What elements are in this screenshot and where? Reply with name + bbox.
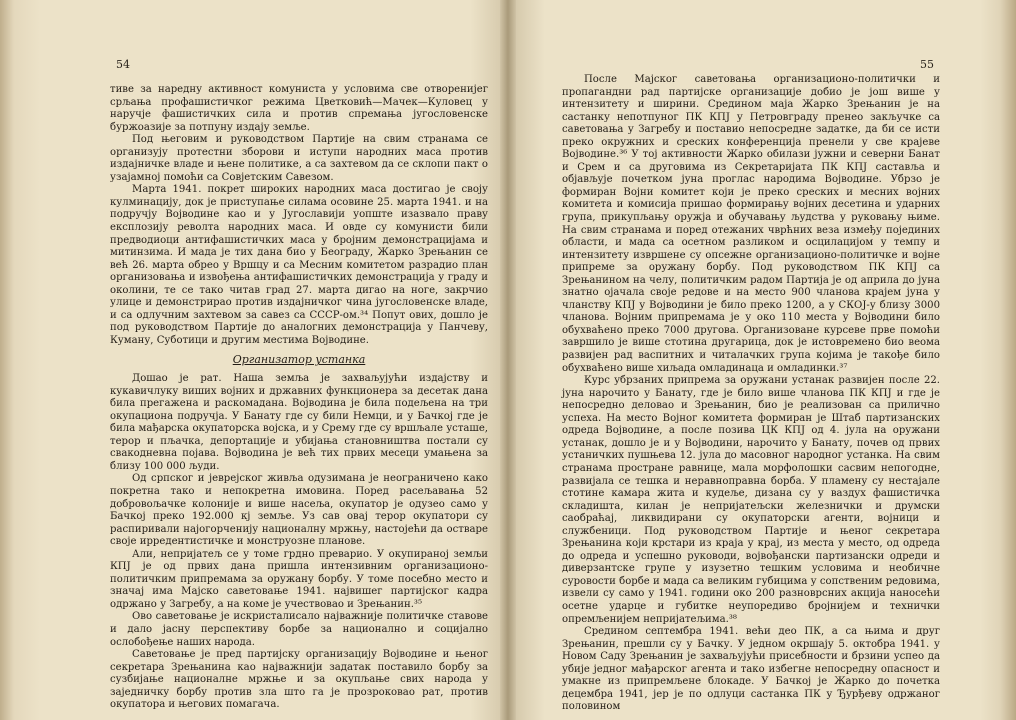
left-page [28, 0, 498, 720]
right-page-text [562, 74, 940, 714]
paragraph: Марта 1941. покрет широких народних маса достигао је своју кулминацију, док је приступање силама осовине 25. марта 1941. и на подручју Војводине као и у Југославији уопште изазвало праву експлозију револта народних маса. И овде су комунисти били предводиоци антифашистичких маса у бројним демонстрацијама и митинзима. И мада је тих дана био у Београду, Жарко Зрењанин се већ 26. марта обрео у Вршцу и са Месним комитетом разрадио план организовања и извођења антифашистичких демонстрација у граду и околини, те се тако читав град 27. марта дигао на ноге, закрчио улице и демонстрирао против издајничког чина југословенске владе, и са одлучним захтевом за савез са СССР-ом.³⁴ Попут ових, дошло је под руководством Партије до аналогних демонстрација у Панчеву, Куману, Суботици и другим местима Војводине. [110, 184, 488, 346]
paragraph: Од српског и јеврејског живља одузимана је неограничено како покретна тако и непокретна имовина. Поред расељавања 52 добровољачке колоније и више насеља, окупатор је одузео само у Бачкој преко 192.000 кј земље. Уз сав овај терор окупатори су распиривали најогорченију националну мржњу, настојећи да остваре своје ирредентистичке и монструозне планове. [110, 473, 488, 548]
paragraph: Средином септембра 1941. већи део ПК, а са њима и друг Зрењанин, прешли су у Бачку. У једном окршају 5. октобра 1941. у Новом Саду Зрењанин је захваљујући присебности и брзини успео да убије једног мађарског агента и тако избегне непосредну опасност и умакне из припремљене блокаде. У Бачкој је Жарко до почетка децембра 1941, јер је по одлуци састанка ПК у Ђурђеву одржаног половином [562, 626, 940, 713]
paragraph: Курс убрзаних припрема за оружани устанак развијен после 22. јуна нарочито у Банату, где је било више чланова ПК КПЈ и где је непосредно деловао и Зрењанин, био је реализован са прилично успеха. На место Војног комитета формиран је Штаб партизанских одреда Војводине, а после позива ЦК КПЈ од 4. јула на оружани устанак, дошло је и у Војводини, нарочито у Банату, почев од првих устаничких пушњева 12. јула до масовног народног устанка. На свим странама простране равнице, мала морфолошки сасвим непогодне, развијала се тешка и неравноправна борба. У пламену су нестајале стотине камара жита и кудеље, дизана су у ваздух фашистичка складишта, килан је непријатељски железнички и друмски саобраћај, ликвидирани су окупаторски агенти, војници и службеници. Под руководством Партије и њеног секретара Зрењанина који крстари из краја у крај, из места у место, од одреда до одреда и успешно руководи, војвођански партизански одреди и диверзантске групе у изузетно тешким условима и необичне суровости борбе и мада са великим губицима у сопственим редовима, извели су само у 1941. години око 200 разноврсних акција наносећи осетне ударце и губитке неупоредиво бројнијем и технички опремљенијем непријатељима.³⁸ [562, 375, 940, 625]
left-page-text [110, 84, 488, 712]
paragraph: Саветовање је пред партијску организацију Војводине и њеног секретара Зрењанина као најважнији задатак поставило борбу за сузбијање националне мржње и за окупљање свих народа у заједничку борбу против зла што га је прозроковао рат, против окупатора и његових помагача. [110, 649, 488, 711]
right-page [530, 0, 992, 720]
paragraph: После Мајског саветовања организационо-политички и пропагандни рад партијске организације добио је још више у интензитету и ширини. Средином маја Жарко Зрењанин је на састанку непотпуног ПК КПЈ у Петровграду пренео закључке са саветовања у Загребу и поставио непосредне задатке, да би се исти преко окружних и среских конференција пренели у све крајеве Војводине.³⁶ У тој активности Жарко обилази јужни и северни Банат и Срем и са друговима из Секретаријата ПК КПЈ саставља и објављује почетком јуна проглас народима Војводине. Убрзо је формиран Војни комитет који је преко среских и месних војних комитета и комисија пришао формирању војних десетина и ударних група, прикупљању оружја и обучавању људства у руковању њиме. На свим странама и поред отежаних чврћних веза између појединих области, и мада са осетном разликом и осцилацијом у темпу и интензитету извршене су опсежне организационо-политичке и војне припреме за оружану борбу. Под руководством ПК КПЈ са Зрењанином на челу, политичким радом Партија је од априла до јуна знатно ојачала своје редове и на место 900 чланова крајем јуна у чланству КПЈ у Војводини је било преко 1200, а у СКОЈ-у близу 3000 чланова. Војним припремама је у око 110 места у Војводини било обухваћено преко 7000 другова. Организоване курсеве прве помоћи завршило је више стотина другарица, док је истовремено био веома развијен рад васпитних и читалачких група којима је такође било обухваћено више хиљада омладинаца и омладинки.³⁷ [562, 74, 940, 374]
page-number: 55 [920, 58, 934, 71]
paragraph: Али, непријатељ се у томе грдно преварио. У окупираној земљи КПЈ је од првих дана пришла интензивним организационо-политичким припремама за оружану борбу. У томе посебно место и значај има Мајско саветовање 1941. највишег партијског кадра одржано у Загребу, а на коме је учествовао и Зрењанин.³⁵ [110, 548, 488, 610]
paragraph: тиве за наредну активност комуниста у условима све отворенијег срљања профашистичког режима Цветковић—Мачек—Куловец у наручје фашистичких сила и против спремања југословенске буржоазије за потпуну издају земље. [110, 84, 488, 133]
page-number: 54 [116, 58, 130, 71]
paragraph: Ово саветовање је искристалисало најважније политичке ставове и дало јасну перспективу борбе за национално и социјално ослобођење наших народа. [110, 611, 488, 648]
paragraph: Под његовим и руководством Партије на свим странама се организују протестни зборови и иступи народних маса против издајничке владе и њене политике, а са захтевом да се склопи пакт о узајамној помоћи са Совјетским Савезом. [110, 134, 488, 183]
paragraph: Дошао је рат. Наша земља је захваљујући издајству и кукавичлуку виших војних и државних функционера за десетак дана била прегажена и раскомадана. Војводина је била подељена на три окупациона подручја. У Банату где су били Немци, и у Бачкој где је била мађарска окупаторска војска, и у Срему где су вршљале усташе, терор и пљачка, депортације и убијања становништва постали су свакодневна појава. Војводина је већ тих првих месеци умањена за близу 100 000 људи. [110, 373, 488, 472]
section-heading: Организатор устанка [232, 353, 366, 367]
book-gutter [500, 0, 516, 720]
